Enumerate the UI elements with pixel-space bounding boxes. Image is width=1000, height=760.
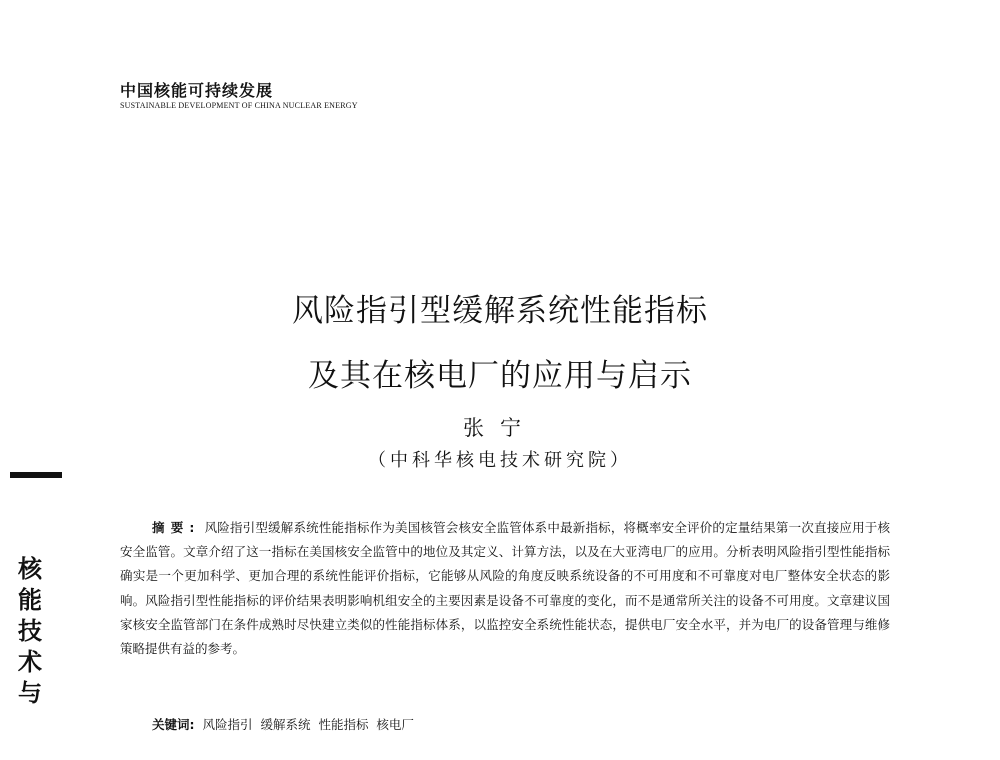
abstract-text: 风险指引型缓解系统性能指标作为美国核管会核安全监管体系中最新指标，将概率安全评价的定量结果第一次直接应用于核安全监管。文章介绍了这一指标在美国核安全监管中的地位及其定义、计算方法，以及在大亚湾电厂的应用。分析表明风险指引型性能指标确实是一个更加科学、更加合理的系统性能评价指标，它能够从风险的角度反映系统设备的不可用度和不可靠度对电厂整体安全状态的影响。风险指引型性能指标的评价结果表明影响机组安全的主要因素是设备不可靠度的变化，而不是通常所关注的设备不可用度。文章建议国家核安全监管部门在条件成熟时尽快建立类似的性能指标体系，以监控安全系统性能状态，提供电厂安全水平，并为电厂的设备管理与维修策略提供有益的参考。	[120, 520, 890, 657]
keywords-text: 风险指引 缓解系统 性能指标 核电厂	[202, 717, 414, 732]
side-label-char: 术	[18, 647, 42, 676]
side-label-char: 与	[18, 678, 42, 707]
article-title-line1: 风险指引型缓解系统性能指标	[292, 293, 708, 329]
author-affiliation: （中科华核电技术研究院）	[368, 450, 632, 471]
article-title-line2: 及其在核电厂的应用与启示	[308, 358, 692, 394]
side-label-char: 能	[18, 585, 42, 614]
keywords-line	[152, 715, 414, 733]
author-name: 张宁	[463, 416, 537, 440]
abstract-label: 摘要:	[152, 520, 201, 535]
journal-name-en: SUSTAINABLE DEVELOPMENT OF CHINA NUCLEAR ENERGY	[120, 101, 358, 110]
side-label-char: 技	[18, 616, 42, 645]
keywords-label: 关键词:	[152, 717, 195, 732]
section-side-label	[18, 553, 48, 708]
journal-name-cn: 中国核能可持续发展	[120, 81, 274, 100]
side-label-char: 核	[18, 554, 42, 583]
abstract-paragraph	[120, 516, 890, 661]
section-marker-bar	[10, 472, 62, 478]
